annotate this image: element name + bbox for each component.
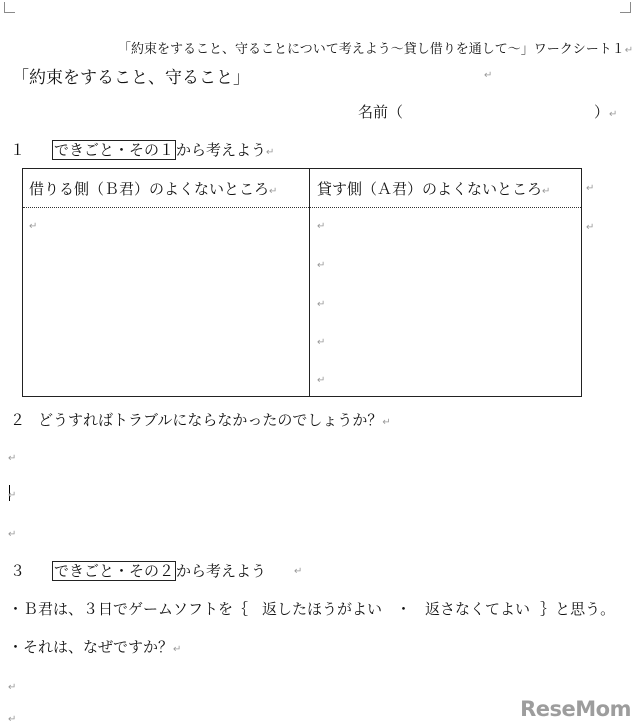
bullet2-text: ・それは、なぜですか？	[8, 638, 174, 656]
crop-mark-top-left	[4, 2, 15, 13]
name-field[interactable]	[358, 101, 403, 122]
paragraph-mark-icon: ↵	[624, 45, 634, 56]
paragraph-mark-icon: ↵	[269, 186, 278, 197]
col1-header-text: 借りる側（Ｂ君）のよくないところ	[29, 180, 270, 198]
bullet1-prefix: ・Ｂ君は、３日でゲームソフトを｛	[8, 600, 249, 618]
name-label: 名前（	[358, 103, 404, 121]
running-header	[118, 38, 633, 57]
table-cell-col2-line1[interactable]: ↵	[317, 221, 326, 232]
bullet-why-line	[8, 636, 181, 657]
document-title	[12, 63, 250, 88]
table-header-col2	[317, 178, 550, 199]
table-column-divider	[309, 169, 310, 396]
worksheet-table	[22, 168, 582, 397]
table-cell-col2-line3[interactable]: ↵	[317, 299, 326, 310]
resemom-logo	[520, 697, 631, 721]
section1-heading	[10, 139, 274, 160]
choice-separator: ・	[396, 600, 412, 618]
answer-line-4[interactable]: ↵	[8, 682, 17, 693]
answer-line-2[interactable]: ↵	[8, 490, 17, 501]
section3-rest: から考えよう	[176, 562, 267, 580]
section2-heading	[10, 409, 391, 430]
answer-line-3[interactable]: ↵	[8, 529, 17, 540]
table-header-col1	[29, 178, 277, 199]
paragraph-mark-icon: ↵	[266, 147, 275, 158]
table-cell-col2-line5[interactable]: ↵	[317, 375, 326, 386]
paragraph-mark-icon: ↵	[294, 566, 303, 577]
document-title-text: 「約束をすること、守ること」	[12, 68, 250, 88]
paragraph-mark-icon: ↵	[173, 644, 182, 655]
paragraph-mark-icon: ↵	[609, 109, 618, 120]
paragraph-mark-icon: ↵	[542, 186, 551, 197]
row-end-mark: ↵	[586, 222, 595, 233]
col2-header-text: 貸す側（Ａ君）のよくないところ	[317, 180, 543, 198]
row-end-mark: ↵	[586, 183, 595, 194]
bullet-choice-line	[8, 598, 615, 619]
paragraph-mark-icon: ↵	[484, 70, 493, 81]
table-cell-col2-line4[interactable]: ↵	[317, 337, 326, 348]
name-close-paren: ）	[594, 103, 610, 121]
choice-option-not-return[interactable]: 返さなくてよい	[425, 600, 531, 618]
bullet1-suffix: ｝と思う。	[540, 600, 616, 618]
section3-heading	[10, 560, 266, 581]
section2-question: どうすればトラブルにならなかったのでしょうか？	[38, 411, 383, 429]
section1-rest: から考えよう	[176, 141, 267, 159]
table-cell-col2-line2[interactable]: ↵	[317, 260, 326, 271]
resemom-logo-text: ReseMom	[520, 697, 631, 721]
section2-number: ２	[10, 411, 26, 429]
table-cell-col1[interactable]: ↵	[29, 221, 38, 232]
section3-number: ３	[10, 562, 26, 580]
section1-number: １	[10, 141, 26, 159]
name-field-close	[594, 101, 617, 122]
table-header-divider	[23, 207, 581, 208]
section1-boxed-label: できごと・その１	[54, 141, 175, 159]
running-header-text: 「約束をすること、守ることについて考えよう〜貸し借りを通して〜」ワークシート１	[118, 42, 625, 57]
paragraph-mark-icon: ↵	[382, 417, 391, 428]
answer-line-1[interactable]: ↵	[8, 453, 17, 464]
crop-mark-top-right	[620, 2, 631, 13]
choice-option-return[interactable]: 返したほうがよい	[262, 600, 383, 618]
answer-line-5[interactable]: ↵	[8, 714, 17, 725]
section3-boxed-label: できごと・その２	[54, 562, 175, 580]
